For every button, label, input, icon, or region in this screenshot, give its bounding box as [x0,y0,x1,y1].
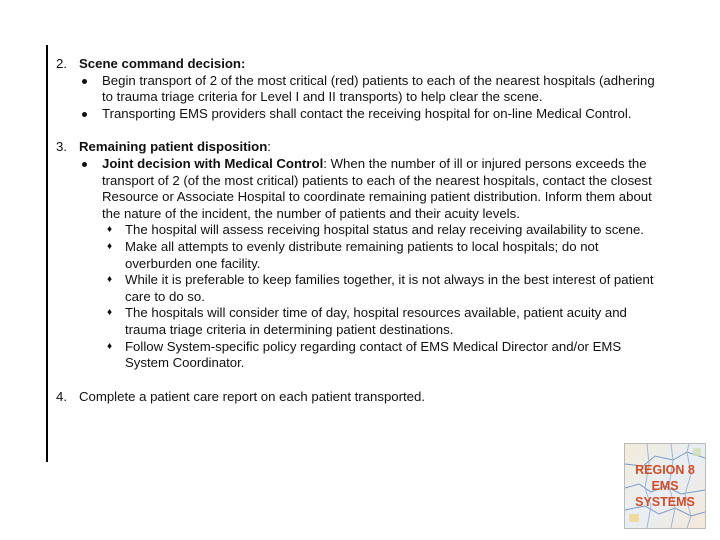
region-8-ems-logo [624,443,706,529]
list-item-text: Transporting EMS providers shall contact the receiving hospital for on-line Medical Control. [102,105,632,121]
section-3 [56,139,666,371]
list-item-text: Begin transport of 2 of the most critical (red) patients to each of the nearest hospitals (adhering to trauma triage criteria for Level I and II transports) to help clear the scene. [102,72,655,105]
joint-decision-title: Joint decision with Medical Control [102,155,324,171]
joint-decision-text: : When the number of ill or injured persons exceeds the transport of 2 (of the most critical) patients to each of the nearest hospitals, contact the closest Resource or Associate Hospital to coordinate remaining patient distribution. Inform them about the nature of the incident, the number of patients and their acuity levels. [102,155,652,221]
logo-line: EMS [651,479,679,493]
logo-line: SYSTEMS [635,495,695,509]
list-item [79,73,666,106]
diamond-bullet-icon: ♦ [107,340,113,352]
diamond-bullet-icon: ♦ [107,240,113,252]
section-text: Complete a patient care report on each patient transported. [79,388,426,404]
sub-list-item [102,339,666,372]
bullet-icon [82,79,87,84]
section-4 [56,389,666,406]
sub-list-item-text: The hospitals will consider time of day, hospital resources available, patient acuity and trauma triage criteria in determining patient destinations. [125,305,627,337]
section-number: 2. [56,56,67,71]
bullet-icon [82,112,87,117]
section-title: Scene command decision: [79,56,246,71]
section-number: 4. [56,388,67,404]
left-margin-rule [46,45,48,462]
sub-list-item-text: Follow System-specific policy regarding contact of EMS Medical Director and/or EMS System Coordinator. [125,338,622,371]
bullet-icon [82,162,87,167]
section-heading [79,139,666,156]
logo-text [625,462,705,510]
list-item [79,106,666,123]
sub-list-item [102,239,666,272]
section-number: 3. [56,139,67,155]
diamond-bullet-icon: ♦ [107,274,113,286]
diamond-bullet-icon: ♦ [107,307,113,319]
diamond-bullet-icon: ♦ [107,224,113,236]
sub-list-item [102,222,666,239]
sub-list-item [102,272,666,305]
sub-list-item-text: The hospital will assess receiving hospital status and relay receiving availability to scene. [125,222,644,238]
section-title: Remaining patient disposition [79,139,268,155]
sub-list-item-text: Make all attempts to evenly distribute remaining patients to local hospitals; do not overburden one facility. [125,238,599,271]
title-colon: : [267,139,271,155]
sub-list-item [102,305,666,338]
list-item [79,156,666,372]
document-body [56,56,666,405]
section-2 [56,56,666,122]
sub-list-item-text: While it is preferable to keep families together, it is not always in the best interest of patient care to do so. [125,272,654,304]
logo-line: REGION 8 [635,463,695,477]
